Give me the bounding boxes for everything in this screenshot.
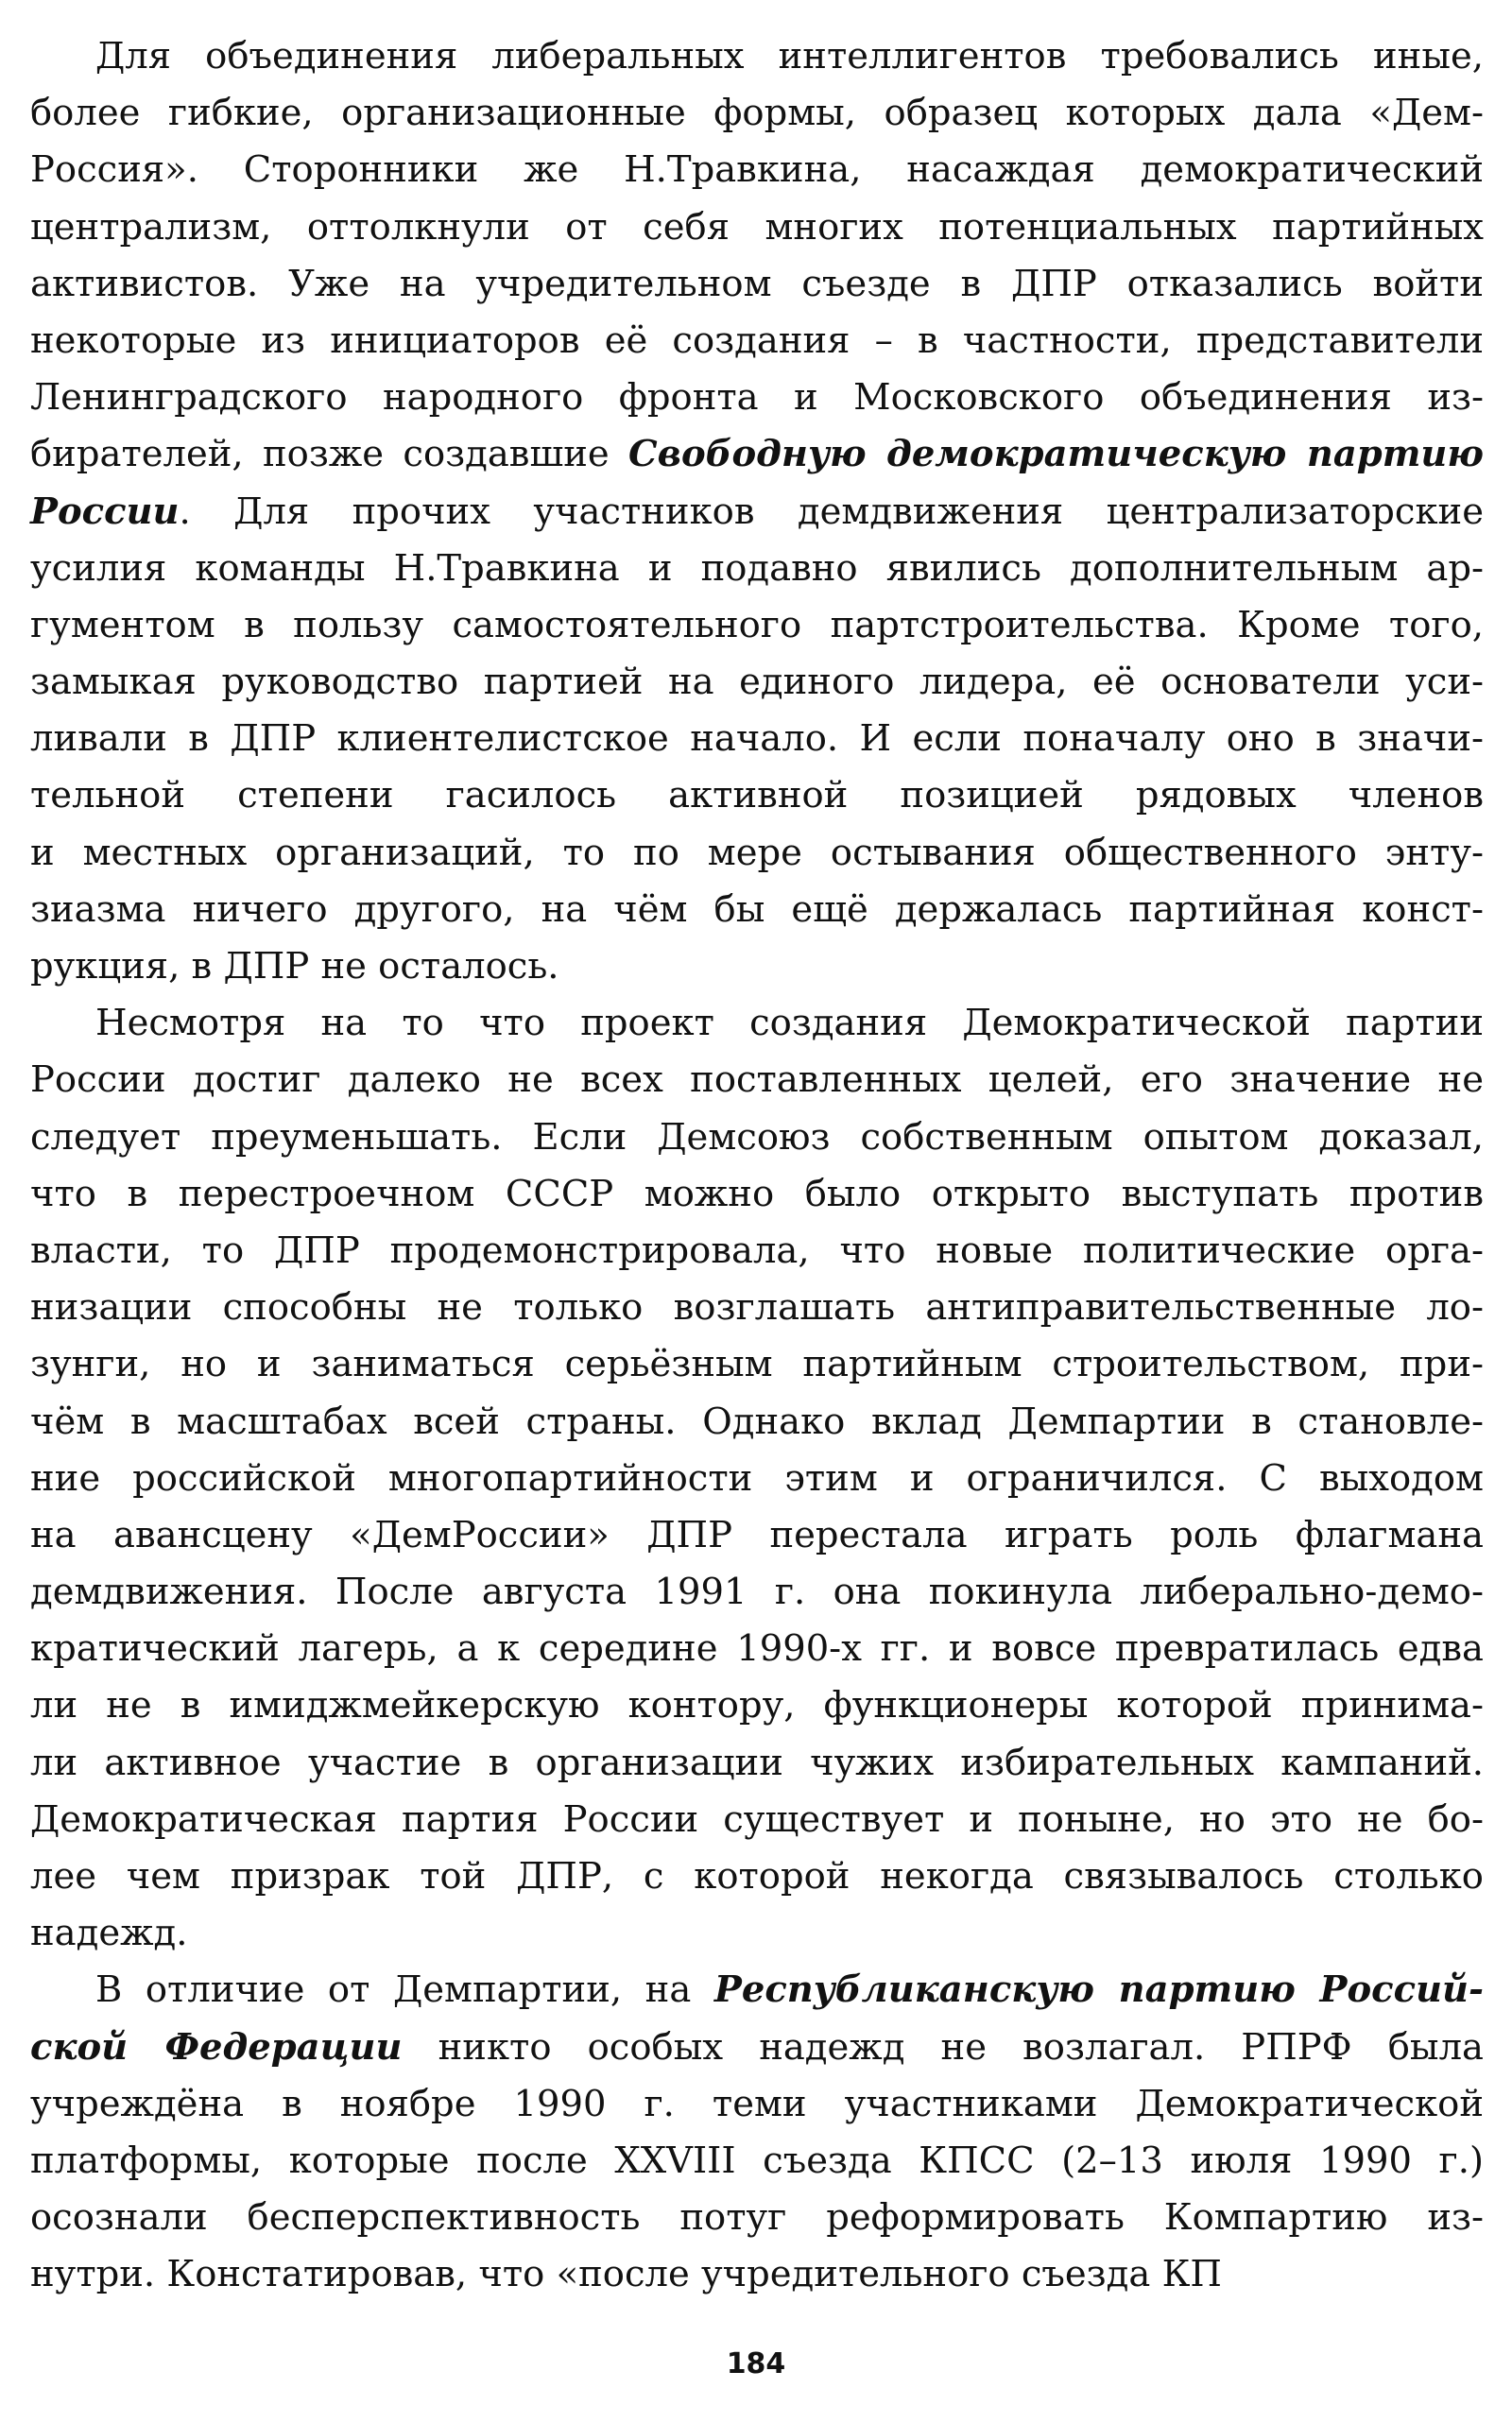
text-run: В отличие от Демпартии, на (95, 1968, 714, 2012)
text-line: тельной степени гасилось активной позицией рядовых членов (30, 774, 1484, 817)
text-line: лее чем призрак той ДПР, с которой некогда связывалось столько (30, 1855, 1484, 1898)
text-line: следует преуменьшать. Если Демсоюз собственным опытом доказал, (30, 1115, 1484, 1159)
text-line: низации способны не только возглашать антиправительственные ло- (30, 1286, 1484, 1330)
party-name-emphasis: Республиканскую партию Россий- (713, 1968, 1484, 2012)
text-line: ли активное участие в организации чужих избирательных кампаний. (30, 1741, 1484, 1784)
text-line (30, 1962, 1484, 2019)
text-line: учреждёна в ноябре 1990 г. теми участниками Демократической (30, 2082, 1484, 2125)
text-line: замыкая руководство партией на единого лидера, её основатели уси- (30, 661, 1484, 704)
party-name-emphasis: России (30, 490, 180, 533)
text-line: власти, то ДПР продемонстрировала, что новые политические орга- (30, 1229, 1484, 1272)
text-line: демдвижения. После августа 1991 г. она покинула либерально-демо- (30, 1571, 1484, 1614)
text-line: на авансцену «ДемРоссии» ДПР перестала играть роль флагмана (30, 1513, 1484, 1556)
text-line: рукция, в ДПР не осталось. (30, 945, 559, 988)
text-line: чём в масштабах всей страны. Однако вклад Демпартии в становле- (30, 1400, 1484, 1443)
paragraph (30, 28, 1484, 995)
text-line (30, 484, 1484, 541)
paragraph (30, 1962, 1484, 2303)
text-line: Для объединения либеральных интеллигентов требовались иные, (95, 35, 1484, 77)
text-run: бирателей, позже создавшие (30, 433, 629, 476)
text-line: Несмотря на то что проект создания Демократической партии (95, 1002, 1484, 1045)
text-line: ли не в имиджмейкерскую контору, функционеры которой принима- (30, 1684, 1484, 1727)
text-line (30, 426, 1484, 483)
text-line: зунги, но и заниматься серьёзным партийным строительством, при- (30, 1343, 1484, 1386)
text-line: ние российской многопартийности этим и ограничился. С выходом (30, 1456, 1484, 1500)
text-line: гументом в пользу самостоятельного партстроительства. Кроме того, (30, 603, 1484, 646)
text-line: Ленинградского народного фронта и Московского объединения из- (30, 376, 1484, 420)
text-line: кратический лагерь, а к середине 1990-х гг. и вовсе превратилась едва (30, 1627, 1484, 1671)
text-line: России достиг далеко не всех поставленных целей, его значение не (30, 1058, 1484, 1102)
page-body (30, 28, 1484, 2304)
text-run: . Для прочих участников демдвижения централизаторские (179, 490, 1484, 533)
text-line: зиазма ничего другого, на чём бы ещё держалась партийная конст- (30, 887, 1484, 931)
text-line: активистов. Уже на учредительном съезде в ДПР отказались войти (30, 262, 1484, 305)
text-line: надежд. (30, 1912, 188, 1955)
text-line: платформы, которые после XXVIII съезда КПСС (2–13 июля 1990 г.) (30, 2139, 1484, 2182)
text-line: что в перестроечном СССР можно было открыто выступать против (30, 1172, 1484, 1215)
text-line: более гибкие, организационные формы, образец которых дала «Дем- (30, 92, 1484, 135)
paragraph (30, 995, 1484, 1962)
text-run: никто особых надежд не возлагал. РПРФ была (402, 2025, 1484, 2069)
page-number: 184 (726, 2347, 786, 2380)
text-line: Россия». Сторонники же Н.Травкина, насаждая демократический (30, 148, 1484, 192)
party-name-emphasis: ской Федерации (30, 2025, 403, 2069)
text-line: и местных организаций, то по мере остывания общественного энту- (30, 831, 1484, 874)
party-name-emphasis: Свободную демократическую партию (628, 433, 1484, 476)
text-line: Демократическая партия России существует и поныне, но это не бо- (30, 1797, 1484, 1841)
text-line: осознали бесперспективность потуг реформировать Компартию из- (30, 2196, 1484, 2240)
text-line: некоторые из инициаторов её создания – в частности, представители (30, 318, 1484, 362)
text-line (30, 2019, 1484, 2076)
text-line: нутри. Констатировав, что «после учредительного съезда КП (30, 2253, 1222, 2296)
text-line: централизм, оттолкнули от себя многих потенциальных партийных (30, 205, 1484, 249)
text-line: усилия команды Н.Травкина и подавно явились дополнительным ар- (30, 546, 1484, 590)
text-line: ливали в ДПР клиентелистское начало. И если поначалу оно в значи- (30, 717, 1484, 761)
